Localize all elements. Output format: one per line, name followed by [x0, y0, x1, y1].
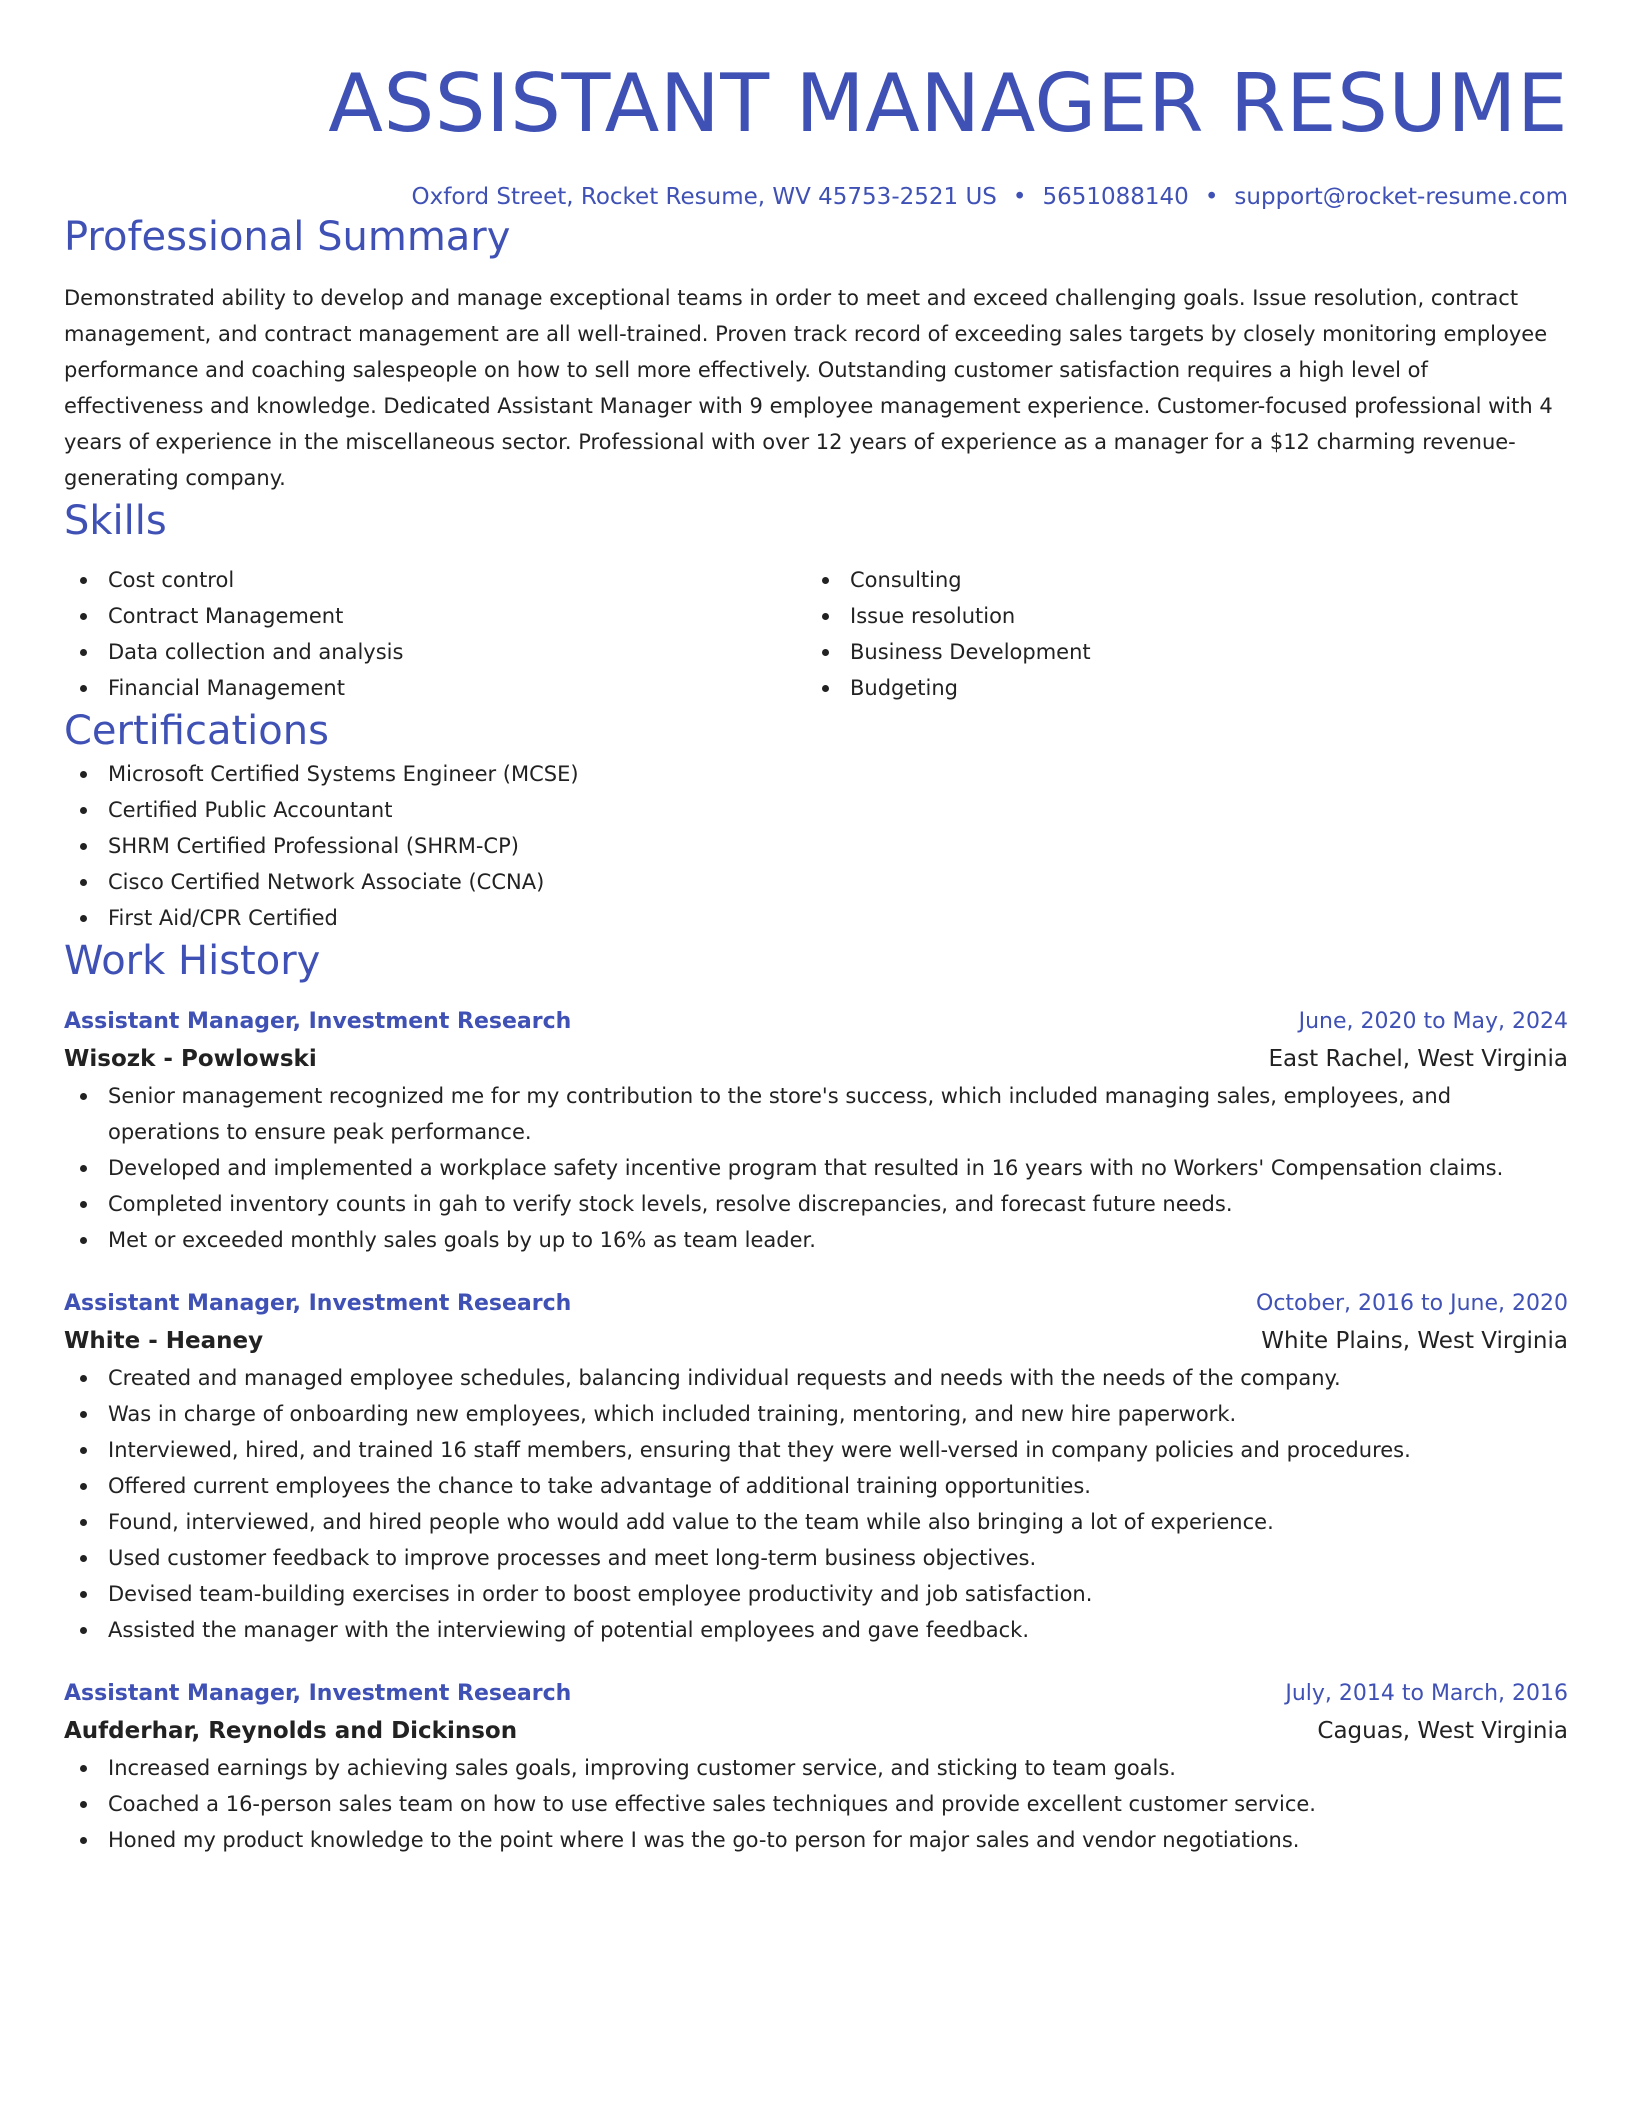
- skill-item: Business Development: [806, 634, 1548, 670]
- job-bullet: Met or exceeded monthly sales goals by up to 16% as team leader.: [64, 1222, 1568, 1258]
- job-company: Wisozk - Powlowski: [64, 1046, 317, 1072]
- job-bullet: Assisted the manager with the interviewing of potential employees and gave feedback.: [64, 1612, 1568, 1648]
- job-title: Assistant Manager, Investment Research: [64, 1291, 572, 1316]
- skill-item: Budgeting: [806, 670, 1548, 706]
- certification-item: Certified Public Accountant: [64, 792, 1568, 828]
- skills-heading: Skills: [64, 498, 167, 544]
- certifications-heading: Certifications: [64, 708, 329, 754]
- job-bullet: Was in charge of onboarding new employees, which included training, mentoring, and new hire paperwork.: [64, 1396, 1568, 1432]
- certification-item: Cisco Certified Network Associate (CCNA): [64, 864, 1568, 900]
- job-bullet: Increased earnings by achieving sales goals, improving customer service, and sticking to team goals.: [64, 1750, 1568, 1786]
- resume-title: ASSISTANT MANAGER RESUME: [328, 57, 1568, 150]
- job-location: White Plains, West Virginia: [1261, 1328, 1568, 1354]
- skills-grid: [64, 562, 1568, 706]
- job-entry: [64, 1004, 1568, 1258]
- job-location: Caguas, West Virginia: [1317, 1718, 1568, 1744]
- skill-item: Data collection and analysis: [64, 634, 806, 670]
- certification-item: SHRM Certified Professional (SHRM-CP): [64, 828, 1568, 864]
- job-company-row: [64, 1712, 1568, 1750]
- job-bullet: Honed my product knowledge to the point where I was the go-to person for major sales and vendor negotiations.: [64, 1822, 1568, 1858]
- job-header-row: [64, 1286, 1568, 1322]
- skills-column-right: [806, 562, 1548, 706]
- job-entry: [64, 1286, 1568, 1648]
- job-company: White - Heaney: [64, 1328, 264, 1354]
- contact-line: [64, 182, 1568, 212]
- job-company-row: [64, 1040, 1568, 1078]
- job-bullet: Completed inventory counts in gah to verify stock levels, resolve discrepancies, and forecast future needs.: [64, 1186, 1568, 1222]
- job-bullet: Created and managed employee schedules, balancing individual requests and needs with the needs of the company.: [64, 1360, 1568, 1396]
- summary-heading: Professional Summary: [64, 214, 511, 260]
- resume-page: [64, 0, 1568, 1858]
- job-title: Assistant Manager, Investment Research: [64, 1681, 572, 1706]
- skill-item: Financial Management: [64, 670, 806, 706]
- contact-separator: •: [1204, 184, 1219, 210]
- job-company-row: [64, 1322, 1568, 1360]
- job-bullets: [64, 1360, 1568, 1648]
- skill-item: Contract Management: [64, 598, 806, 634]
- job-bullets: [64, 1078, 1568, 1258]
- job-entry: [64, 1676, 1568, 1858]
- job-bullet: Found, interviewed, and hired people who would add value to the team while also bringing a lot of experience.: [64, 1504, 1568, 1540]
- skills-list-left: [64, 562, 806, 706]
- job-bullet: Devised team-building exercises in order to boost employee productivity and job satisfaction.: [64, 1576, 1568, 1612]
- job-title: Assistant Manager, Investment Research: [64, 1009, 572, 1034]
- contact-email: support@rocket-resume.com: [1234, 184, 1568, 210]
- job-bullet: Coached a 16-person sales team on how to use effective sales techniques and provide excellent customer service.: [64, 1786, 1568, 1822]
- certifications-list: [64, 756, 1568, 936]
- contact-address: Oxford Street, Rocket Resume, WV 45753-2521 US: [411, 184, 997, 210]
- job-bullets: [64, 1750, 1568, 1858]
- job-dates: July, 2014 to March, 2016: [1285, 1681, 1568, 1706]
- work-history-heading: Work History: [64, 938, 321, 984]
- summary-text: Demonstrated ability to develop and manage exceptional teams in order to meet and exceed challenging goals. Issue resolution, contract management, and contract management are all well-trained. Proven track record of exceeding sales targets by closely monitoring employee performance and coaching salespeople on how to sell more effectively. Outstanding customer satisfaction requires a high level of effectiveness and knowledge. Dedicated Assistant Manager with 9 employee management experience. Customer-focused professional with 4 years of experience in the miscellaneous sector. Professional with over 12 years of experience as a manager for a $12 charming revenue-generating company.: [64, 286, 1553, 490]
- job-dates: October, 2016 to June, 2020: [1256, 1291, 1568, 1316]
- skill-item: Issue resolution: [806, 598, 1548, 634]
- job-bullet: Interviewed, hired, and trained 16 staff members, ensuring that they were well-versed in company policies and procedures.: [64, 1432, 1568, 1468]
- contact-phone: 5651088140: [1042, 184, 1189, 210]
- skill-item: Cost control: [64, 562, 806, 598]
- job-dates: June, 2020 to May, 2024: [1298, 1009, 1568, 1034]
- skills-column-left: [64, 562, 806, 706]
- skills-list-right: [806, 562, 1548, 706]
- certification-item: Microsoft Certified Systems Engineer (MCSE): [64, 756, 1568, 792]
- job-location: East Rachel, West Virginia: [1268, 1046, 1568, 1072]
- certification-item: First Aid/CPR Certified: [64, 900, 1568, 936]
- job-bullet: Senior management recognized me for my contribution to the store's success, which included managing sales, employees, and operations to ensure peak performance.: [64, 1078, 1568, 1150]
- job-bullet: Developed and implemented a workplace safety incentive program that resulted in 16 years with no Workers' Compensation claims.: [64, 1150, 1568, 1186]
- job-bullet: Used customer feedback to improve processes and meet long-term business objectives.: [64, 1540, 1568, 1576]
- job-header-row: [64, 1004, 1568, 1040]
- job-header-row: [64, 1676, 1568, 1712]
- job-bullet: Offered current employees the chance to take advantage of additional training opportunities.: [64, 1468, 1568, 1504]
- job-company: Aufderhar, Reynolds and Dickinson: [64, 1718, 518, 1744]
- contact-separator: •: [1012, 184, 1027, 210]
- skill-item: Consulting: [806, 562, 1548, 598]
